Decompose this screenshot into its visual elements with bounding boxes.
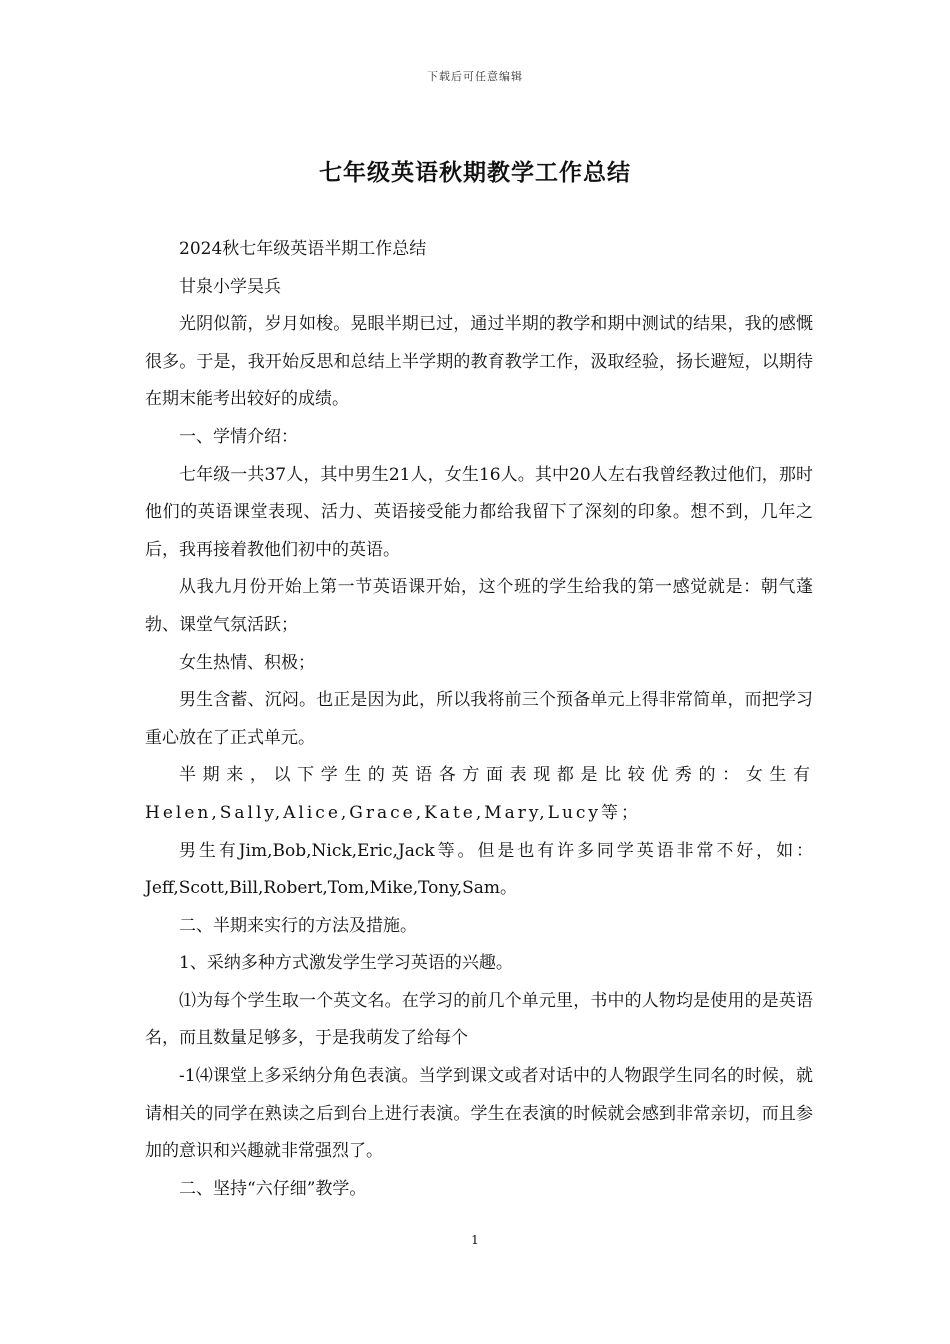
paragraph-girls: 女生热情、积极； [179,652,315,673]
page-number: 1 [471,1233,479,1247]
paragraph-english-names: ⑴为每个学生取一个英文名。在学习的前几个单元里，书中的人物均是使用的是英语名，而且数量足够多，于是我萌发了给每个 [145,990,813,1049]
paragraph-subtitle: 2024秋七年级英语半期工作总结 [179,239,427,259]
section-heading-methods: 二、半期来实行的方法及措施。 [179,915,417,936]
section-heading-six-careful: 二、坚持“六仔细”教学。 [179,1178,367,1199]
paragraph-boys: 男生含蓄、沉闷。也正是因为此，所以我将前三个预备单元上得非常简单，而把学习重心放在了正式单元。 [145,690,813,748]
paragraph-author: 甘泉小学吴兵 [179,276,281,297]
section-heading-student-situation: 一、学情介绍： [179,426,298,447]
paragraph-intro: 光阴似箭，岁月如梭。晃眼半期已过，通过半期的教学和期中测试的结果，我的感慨很多。于是，我开始反思和总结上半学期的教育教学工作，汲取经验，扬长避短，以期待在期末能考出较好的成绩。 [145,314,813,410]
paragraph-method-1: 1、采纳多种方式激发学生学习英语的兴趣。 [179,953,513,974]
paragraph-role-play: -1⑷课堂上多采纳分角色表演。当学到课文或者对话中的人物跟学生同名的时候，就请相关的同学在熟读之后到台上进行表演。学生在表演的时候就会感到非常亲切，而且参加的意识和兴趣就非常强烈了。 [145,1066,813,1162]
paragraph-boys-names: 男生有Jim,Bob,Nick,Eric,Jack等。但是也有许多同学英语非常不好，如：Jeff,Scott,Bill,Robert,Tom,Mike,Tony,Sam。 [145,840,813,899]
document-body [145,231,813,1208]
document-title: 七年级英语秋期教学工作总结 [319,159,631,186]
paragraph-class-size: 七年级一共37人，其中男生21人，女生16人。其中20人左右我曾经教过他们，那时他们的英语课堂表现、活力、英语接受能力都给我留下了深刻的印象。想不到，几年之后，我再接着教他们初中的英语。 [145,464,813,560]
page-header-note: 下载后可任意编辑 [427,70,523,83]
paragraph-excellent-girls: 半期来，以下学生的英语各方面表现都是比较优秀的：女生有Helen,Sally,Alice,Grace,Kate,Mary,Lucy等； [145,765,813,823]
paragraph-first-impression: 从我九月份开始上第一节英语课开始，这个班的学生给我的第一感觉就是：朝气蓬勃、课堂气氛活跃； [145,577,813,635]
